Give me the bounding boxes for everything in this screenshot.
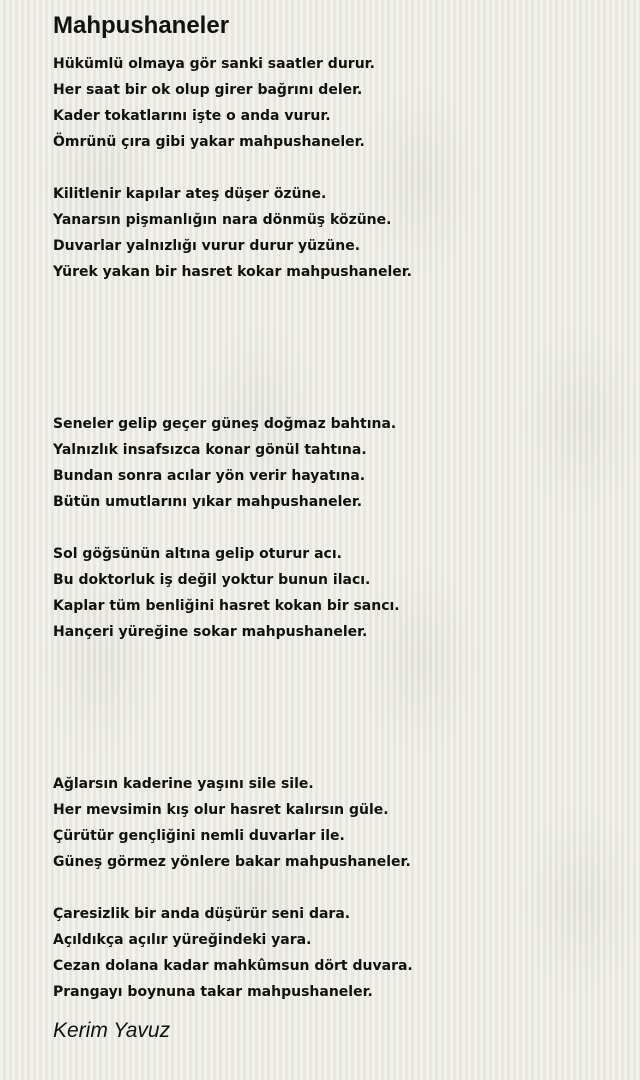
poem-line: Kader tokatlarını işte o anda vurur. [53, 108, 331, 124]
stanza-1 [53, 51, 375, 155]
poem-line: Güneş görmez yönlere bakar mahpushaneler. [53, 854, 411, 870]
stanza-5 [53, 771, 411, 875]
poem-line: Yalnızlık insafsızca konar gönül tahtına. [53, 442, 367, 458]
poem-line: Yürek yakan bir hasret kokar mahpushaneler. [53, 264, 412, 280]
poem-line: Açıldıkça açılır yüreğindeki yara. [53, 932, 312, 948]
poem-author: Kerim Yavuz [53, 1019, 171, 1042]
poem-line: Her saat bir ok olup girer bağrını deler. [53, 82, 363, 98]
poem-line: Seneler gelip geçer güneş doğmaz bahtına. [53, 416, 397, 432]
stanza-3 [53, 411, 396, 515]
poem-title: Mahpushaneler [53, 12, 230, 39]
poem-line: Duvarlar yalnızlığı vurur durur yüzüne. [53, 238, 361, 254]
poem-line: Çürütür gençliğini nemli duvarlar ile. [53, 828, 345, 844]
poem-line: Bundan sonra acılar yön verir hayatına. [53, 468, 366, 484]
poem-line: Kaplar tüm benliğini hasret kokan bir sancı. [53, 598, 400, 614]
stanza-2 [53, 181, 412, 285]
poem-line: Yanarsın pişmanlığın nara dönmüş közüne. [53, 212, 392, 228]
poem-line: Cezan dolana kadar mahkûmsun dört duvara. [53, 958, 413, 974]
stanza-4 [53, 541, 400, 645]
stanza-6 [53, 901, 413, 1005]
poem-line: Kilitlenir kapılar ateş düşer özüne. [53, 186, 327, 202]
poem-line: Sol göğsünün altına gelip oturur acı. [53, 546, 342, 562]
poem-line: Ömrünü çıra gibi yakar mahpushaneler. [53, 134, 365, 150]
poem-line: Çaresizlik bir anda düşürür seni dara. [53, 906, 351, 922]
poem-line: Bütün umutlarını yıkar mahpushaneler. [53, 494, 363, 510]
poem-line: Hükümlü olmaya gör sanki saatler durur. [53, 56, 375, 72]
poem-line: Prangayı boynuna takar mahpushaneler. [53, 984, 373, 1000]
poem-line: Bu doktorluk iş değil yoktur bunun ilacı. [53, 572, 371, 588]
poem-line: Ağlarsın kaderine yaşını sile sile. [53, 776, 314, 792]
poem-line: Hançeri yüreğine sokar mahpushaneler. [53, 624, 368, 640]
poem-line: Her mevsimin kış olur hasret kalırsın güle. [53, 802, 389, 818]
